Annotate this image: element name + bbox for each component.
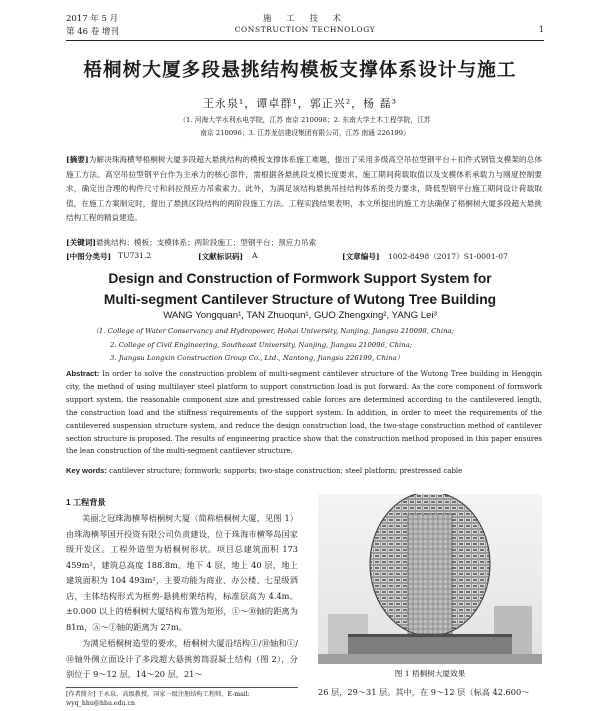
affiliations-cn <box>80 114 530 140</box>
volume-info: 第 46 卷 增刊 <box>66 27 119 37</box>
keywords-cn <box>66 237 542 248</box>
clc-value: TU731.2 <box>118 251 152 260</box>
body-paragraph: 为满足梧桐树造型的要求，梧桐树大厦沿结构①/⑩轴和①/⑩轴外侧立面设计了多段超大悬挑剪筒混凝土结构（图 2），分别位于 9～12 层，14～20 层，21～ <box>66 638 298 679</box>
doc-code-label: [文献标识码] <box>198 252 244 261</box>
affiliation-en-line: 3. Jiangsu Longxin Construction Group Co., Ltd., Nantong, Jiangsu 226199, China） <box>110 354 404 362</box>
abstract-cn-text: 为解决珠海横琴梧桐树大厦多段超大悬挑结构的模板支撑体系施工难题，提出了采用多级高空吊拉型钢平台＋扣件式钢管支模架的总体施工方法。高空吊拉型钢平台作为主承力的核心部件，需根据各悬挑段支模长度要求、施工期间荷载取值以及支模体系承载力与刚度控制要求，确定出合理的构件尺寸和斜拉预应力吊索索力。此外，为满足该结构悬挑吊挂结构体系的受力要求，降低型钢平台施工期间设计荷载取值，在施工方案制定时，提出了悬挑区段结构的两阶段施工方法。工程实践结果表明，本文所提出的施工方法确保了梧桐树大厦多段超大悬挑结构工程的精益建造。 <box>66 155 543 222</box>
podium-edge <box>348 634 512 637</box>
body-left-column <box>66 496 298 683</box>
title-en-line-2: Multi-segment Cantilever Structure of Wutong Tree Building <box>103 292 497 307</box>
affiliation-cn-line: （1. 河海大学水利水电学院，江苏 南京 210098；2. 东南大学土木工程学院，江苏 <box>179 116 431 124</box>
paper-title-cn: 梧桐树大厦多段悬挑结构模板支撑体系设计与施工 <box>83 60 517 81</box>
tower-core <box>408 514 452 634</box>
building-illustration <box>318 494 542 664</box>
abstract-en <box>66 368 542 458</box>
keywords-en-text: cantilever structure; formwork; supports; two-stage construction; steel platform; prestressed cable <box>109 467 463 475</box>
keywords-en-label: Key words: <box>66 466 107 475</box>
issue-date: 2017 年 5 月 <box>66 14 119 24</box>
keywords-en <box>66 466 542 475</box>
keywords-cn-label: [关键词] <box>66 238 96 247</box>
body-paragraph-right: 26 层，29～31 层。其中，在 9～12 层（标高 42.600～ <box>318 687 530 697</box>
section-heading: 1 工程背景 <box>66 498 106 507</box>
body-paragraph: 美丽之冠珠海横琴梧桐树大厦（简称梧桐树大厦，见图 1）由珠海横琴国开投资有限公司负责建设，位于珠海市横琴岛国家级开发区。工程外造型为梧桐树形状。项目总建筑面积 173 459m²，建筑总高度 188.8m。地下 4 层，地上 40 层，地上建筑面积为 104 493m²，主要功能为商业、办公楼、七星级酒店，主体结构形式为框剪-悬挑桁架结构，标准层高为 4.4m。±0.000 以上的梧桐树大厦结构布置为矩形，①～⑩轴的距离为 81m，Ⓐ～Ⓘ轴的距离为 27m。 <box>66 513 298 632</box>
author-footnote: [作者简介] 王永泉，高级教授，国家一级注册结构工程师，E-mail: wyq_hhu@hhu.edu.cn <box>66 687 298 708</box>
running-header <box>66 10 544 41</box>
figure-caption: 图 1 梧桐树大厦效果 <box>394 669 466 678</box>
affiliation-en-line: 2. College of Civil Engineering, Southeast University, Nanjing, Jiangsu 210096, China; <box>110 340 413 349</box>
paper-title-en <box>0 268 600 310</box>
journal-name-en: CONSTRUCTION TECHNOLOGY <box>234 25 376 34</box>
title-en-line-1: Design and Construction of Formwork Support System for <box>108 271 492 286</box>
page-number: 1 <box>538 25 544 35</box>
affiliation-cn-line: 南京 210096；3. 江苏龙信建设集团有限公司，江苏 南通 226199） <box>200 129 410 137</box>
abstract-cn <box>66 153 542 226</box>
abstract-en-text: In order to solve the construction problem of multi-segment cantilever structure of the Wutong Tree building in Hengqin city, the method of using multilayer steel platform to support construction load is put forward. As the core component of formwork support system, the reasonable component size and prestressed cable forces are determined according to the cantilevered length, the construction load and the stiffness requirements of the support system. In addition, in order to meet the requirements of the cantilevered suspension structure system, and reduce the design construction load, the two-stage construction method of cantilever section structure is proposed. The results of engineering practice show that the construction method proposed in this paper ensures the lean construction of the multi-segment cantilever structure. <box>66 370 542 456</box>
doc-code-value: A <box>252 251 258 260</box>
abstract-en-label: Abstract: <box>66 369 100 378</box>
article-no-label: [文章编号] <box>342 252 380 261</box>
figure-building-rendering <box>318 494 542 644</box>
journal-name-cn: 施 工 技 术 <box>262 14 348 24</box>
ground <box>318 654 542 664</box>
article-no-value: 1002-8498（2017）S1-0001-07 <box>388 252 508 261</box>
keywords-cn-text: 悬挑结构；模板；支模体系；两阶段施工；型钢平台；预应力吊索 <box>95 238 317 247</box>
classification-line <box>66 251 542 263</box>
affiliation-en-line: （1. College of Water Conservancy and Hydropower, Hohai University, Nanjing, Jiangsu 210098, China; <box>92 327 454 335</box>
affiliations-en <box>92 325 528 366</box>
authors-en: WANG Yongquan¹, TAN Zhuoqun¹, GUO Zhengxing², YANG Lei³ <box>163 310 437 321</box>
authors-cn: 王永泉¹，谭卓群¹，郭正兴²，杨 磊³ <box>202 97 398 110</box>
abstract-cn-label: [摘要] <box>66 155 89 164</box>
clc-label: [中图分类号] <box>66 252 112 261</box>
